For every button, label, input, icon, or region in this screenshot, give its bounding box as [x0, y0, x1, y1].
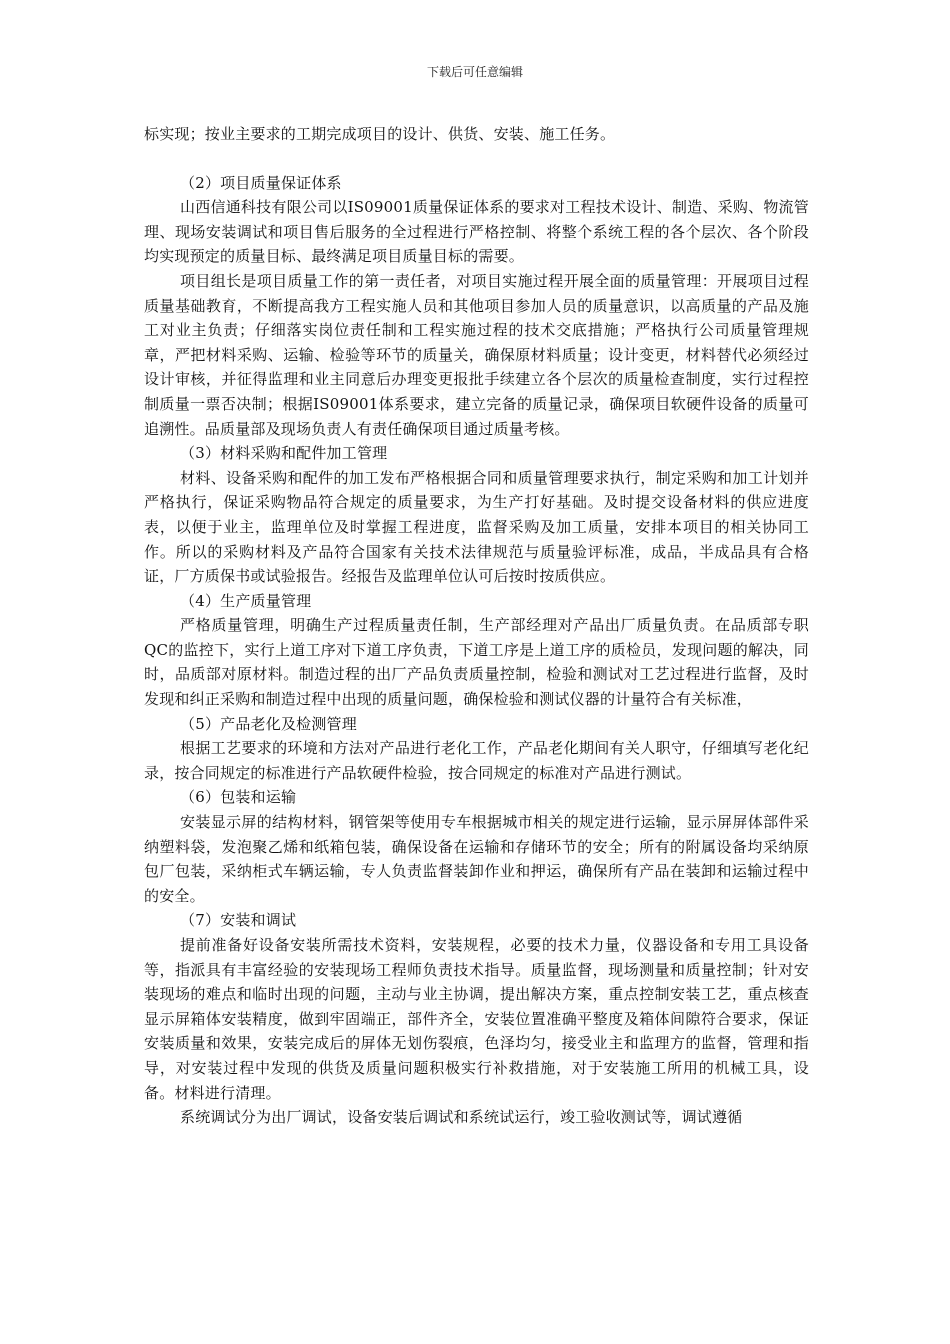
section-heading-procurement: （3）材料采购和配件加工管理	[180, 444, 388, 463]
section-heading-installation-debugging: （7）安装和调试	[180, 911, 297, 930]
paragraph: 安装显示屏的结构材料，钢管架等使用专车根据城市相关的规定进行运输，显示屏屏体部件采纳塑料袋，发泡聚乙烯和纸箱包装，确保设备在运输和存储环节的安全；所有的附属设备均采纳原包厂包装，采纳柜式车辆运输，专人负责监督装卸作业和押运，确保所有产品在装卸和运输过程中的安全。	[144, 813, 809, 905]
paragraph: 山西信通科技有限公司以IS09001质量保证体系的要求对工程技术设计、制造、采购、物流管理、现场安装调试和项目售后服务的全过程进行严格控制、将整个系统工程的各个层次、各个阶段均实现预定的质量目标、最终满足项目质量目标的需要。	[144, 198, 809, 266]
paragraph: 提前准备好设备安装所需技术资料，安装规程，必要的技术力量，仪器设备和专用工具设备等，指派具有丰富经验的安装现场工程师负责技术指导。质量监督，现场测量和质量控制；针对安装现场的难点和临时出现的问题，主动与业主协调，提出解决方案，重点控制安装工艺，重点核查显示屏箱体安装精度，做到牢固端正，部件齐全，安装位置准确平整度及箱体间隙符合要求，保证安装质量和效果，安装完成后的屏体无划伤裂痕，色泽均匀，接受业主和监理方的监督，管理和指导，对安装过程中发现的供货及质量问题积极实行补救措施，对于安装施工所用的机械工具，设备。材料进行清理。	[144, 936, 809, 1102]
paragraph: 项目组长是项目质量工作的第一责任者，对项目实施过程开展全面的质量管理：开展项目过程质量基础教育，不断提高我方工程实施人员和其他项目参加人员的质量意识，以高质量的产品及施工对业主负责；仔细落实岗位责任制和工程实施过程的技术交底措施；严格执行公司质量管理规章，严把材料采购、运输、检验等环节的质量关，确保原材料质量；设计变更，材料替代必须经过设计审核，并征得监理和业主同意后办理变更报批手续建立各个层次的质量检查制度，实行过程控制质量一票否决制；根据IS09001体系要求，建立完备的质量记录，确保项目软硬件设备的质量可追溯性。品质量部及现场负责人有责任确保项目通过质量考核。	[144, 271, 809, 438]
intro-paragraph: 标实现；按业主要求的工期完成项目的设计、供货、安装、施工任务。	[144, 125, 616, 143]
section-heading-quality-system: （2）项目质量保证体系	[180, 173, 342, 192]
paragraph: 材料、设备采购和配件的加工发布严格根据合同和质量管理要求执行，制定采购和加工计划并严格执行，保证采购物品符合规定的质量要求，为生产打好基础。及时提交设备材料的供应进度表，以便于业主，监理单位及时掌握工程进度，监督采购及加工质量，安排本项目的相关协同工作。所以的采购材料及产品符合国家有关技术法律规范与质量验评标准，成品，半成品具有合格证，厂方质保书或试验报告。经报告及监理单位认可后按时按质供应。	[144, 468, 809, 586]
paragraph-gap	[144, 147, 809, 171]
paragraph: 根据工艺要求的环境和方法对产品进行老化工作，产品老化期间有关人职守，仔细填写老化纪录，按合同规定的标准进行产品软硬件检验，按合同规定的标准对产品进行测试。	[144, 739, 809, 782]
document-body	[144, 122, 809, 1130]
section-heading-production-quality: （4）生产质量管理	[180, 591, 312, 610]
paragraph: 系统调试分为出厂调试，设备安装后调试和系统试运行，竣工验收测试等，调试遵循	[180, 1108, 743, 1127]
paragraph: 严格质量管理，明确生产过程质量责任制，生产部经理对产品出厂质量负责。在品质部专职QC的监控下，实行上道工序对下道工序负责，下道工序是上道工序的质检员，发现问题的解决，同时，品质部对原材料。制造过程的出厂产品负责质量控制，检验和测试对工艺过程进行监督，及时发现和纠正采购和制造过程中出现的质量问题，确保检验和测试仪器的计量符合有关标准，	[144, 616, 809, 709]
page-header: 下载后可任意编辑	[426, 65, 523, 79]
section-heading-packaging-transport: （6）包装和运输	[180, 788, 297, 807]
section-heading-aging-testing: （5）产品老化及检测管理	[180, 714, 357, 733]
